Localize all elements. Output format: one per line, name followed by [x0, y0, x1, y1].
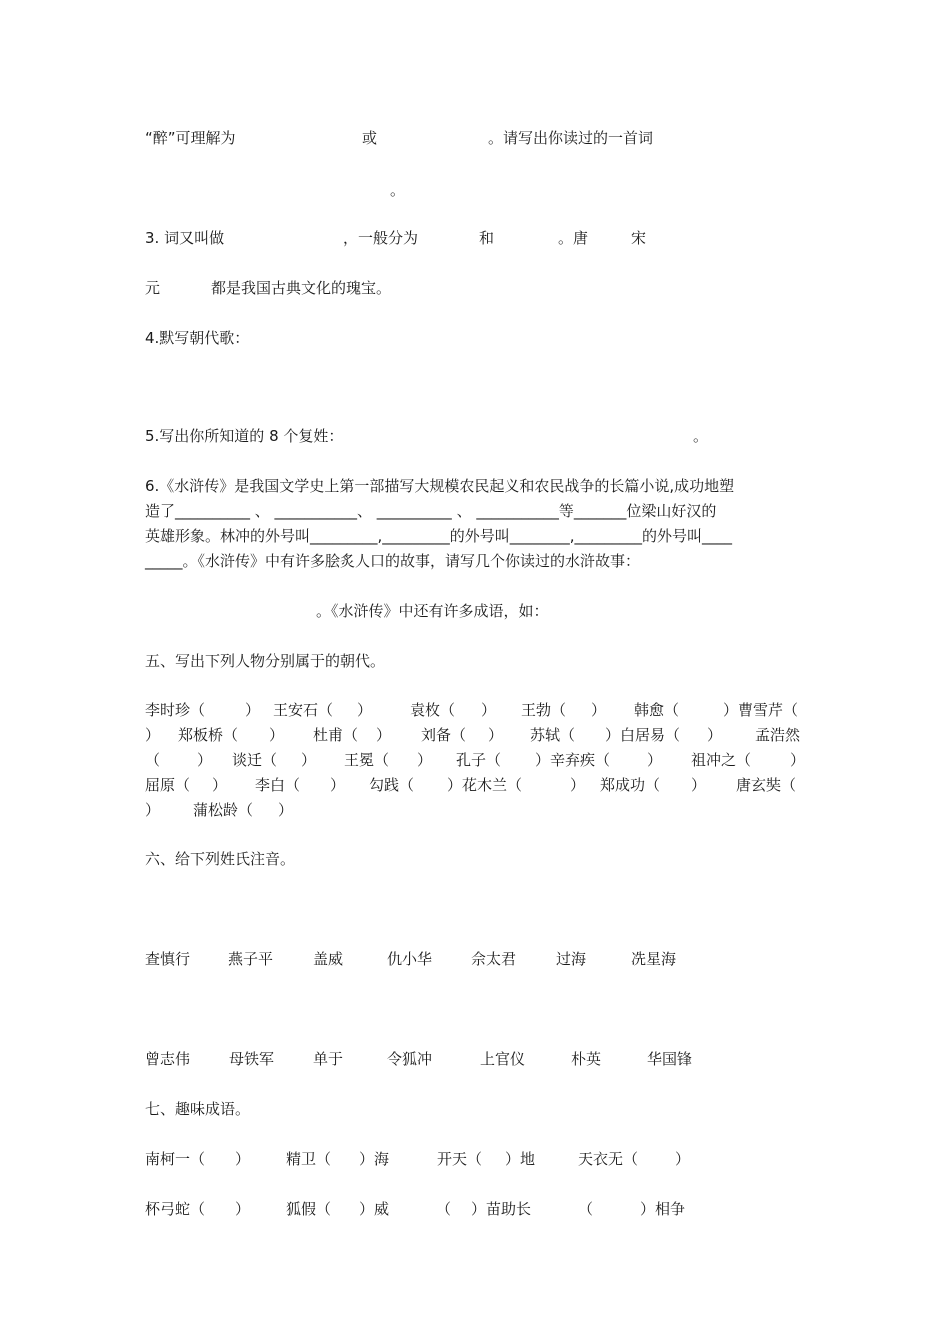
dynasty-item: 孔子（ [456, 751, 502, 769]
q2-text-a: “醉”可理解为 [145, 129, 236, 147]
surname-item: 查慎行 [145, 950, 191, 968]
dynasty-item: ） [591, 701, 607, 719]
idiom-item: ） [235, 1200, 251, 1218]
idiom-item: 精卫（ [286, 1150, 332, 1168]
section-6-heading: 六、给下列姓氏注音。 [145, 850, 296, 868]
surname-item: 母铁军 [229, 1050, 275, 1068]
dynasty-item: ） [707, 726, 723, 744]
idiom-item: ）苗助长 [471, 1200, 532, 1218]
idiom-item: ） [675, 1150, 691, 1168]
dynasty-item: （ [145, 751, 161, 769]
idiom-item: 杯弓蛇（ [145, 1200, 206, 1218]
dynasty-item: 刘备（ [421, 726, 467, 744]
q2-text-c: 。请写出你读过的一首词 [488, 129, 654, 147]
idiom-item: ）海 [359, 1150, 390, 1168]
surname-item: 盖威 [313, 950, 344, 968]
dynasty-item: ） [212, 776, 228, 794]
dynasty-item: 王安石（ [273, 701, 334, 719]
surname-item: 冼星海 [631, 950, 677, 968]
q4-text: 4.默写朝代歌： [145, 329, 250, 347]
idiom-item: 天衣无（ [578, 1150, 639, 1168]
q3-text-a: 3. 词又叫做 [145, 229, 225, 247]
dynasty-item: 蒲松龄（ [193, 801, 254, 819]
dynasty-item: ） [301, 751, 317, 769]
dynasty-item: ） [197, 751, 213, 769]
q3-text-d: 。唐 [558, 229, 589, 247]
dynasty-item: 王冕（ [344, 751, 390, 769]
surname-item: 佘太君 [471, 950, 517, 968]
surname-item: 过海 [556, 950, 587, 968]
dynasty-item: 李白（ [255, 776, 301, 794]
dynasty-item: ） [790, 751, 806, 769]
dynasty-item: ） [278, 801, 294, 819]
idiom-item: 开天（ [437, 1150, 483, 1168]
idiom-item: ）威 [359, 1200, 390, 1218]
dynasty-item: 谈迁（ [232, 751, 278, 769]
dynasty-item: 苏轼（ [530, 726, 576, 744]
idiom-item: 南柯一（ [145, 1150, 206, 1168]
dynasty-item: 祖冲之（ [691, 751, 752, 769]
dynasty-item: ） [570, 776, 586, 794]
q3-text-b: ，一般分为 [343, 229, 419, 247]
q6-line-2: 造了__________ 、 ___________、 __________ 、 ___________等_______位梁山好汉的 [145, 502, 717, 520]
section-5-heading: 五、写出下列人物分别属于的朝代。 [145, 652, 386, 670]
dynasty-item: ） [691, 776, 707, 794]
q2-text-b: 或 [362, 129, 378, 147]
idiom-item: ）相争 [640, 1200, 686, 1218]
dynasty-item: ） [330, 776, 346, 794]
idiom-item: （ [436, 1200, 452, 1218]
dynasty-item: ） [145, 801, 161, 819]
dynasty-item: 孟浩然 [755, 726, 801, 744]
q3-text-g: 都是我国古典文化的瑰宝。 [211, 279, 392, 297]
surname-item: 曾志伟 [145, 1050, 191, 1068]
q5-text: 5.写出你所知道的 8 个复姓： [145, 427, 344, 445]
q3-text-e: 宋 [631, 229, 647, 247]
idiom-item: 狐假（ [286, 1200, 332, 1218]
surname-item: 仇小华 [387, 950, 433, 968]
q6-line-3: 英雄形象。林冲的外号叫_________,_________的外号叫________,_________的外号叫____ [145, 527, 733, 545]
dynasty-item: ） [245, 701, 261, 719]
section-7-heading: 七、趣味成语。 [145, 1100, 251, 1118]
dynasty-item: ） [357, 701, 373, 719]
q6-line-4: _____。《水浒传》中有许多脍炙人口的故事，请写几个你读过的水浒故事： [145, 552, 641, 570]
surname-item: 单于 [313, 1050, 344, 1068]
dynasty-item: 屈原（ [145, 776, 191, 794]
dynasty-item: ） [376, 726, 392, 744]
dynasty-item: 唐玄奘（ [736, 776, 797, 794]
dynasty-item: ） [269, 726, 285, 744]
q5-end: 。 [693, 427, 709, 445]
dynasty-item: 韩愈（ [634, 701, 680, 719]
dynasty-item: 郑成功（ [600, 776, 661, 794]
dynasty-item: 勾践（ [369, 776, 415, 794]
dynasty-item: 袁枚（ [410, 701, 456, 719]
surname-item: 上官仪 [480, 1050, 526, 1068]
q6-line-1: 6.《水浒传》是我国文学史上第一部描写大规模农民起义和农民战争的长篇小说,成功地塑 [145, 477, 735, 495]
surname-item: 朴英 [571, 1050, 602, 1068]
q3-text-c: 和 [479, 229, 495, 247]
dynasty-item: 王勃（ [521, 701, 567, 719]
surname-item: 令狐冲 [387, 1050, 433, 1068]
dynasty-item: ） [145, 726, 161, 744]
dynasty-item: ）曹雪芹（ [723, 701, 799, 719]
idiom-item: （ [578, 1200, 594, 1218]
dynasty-item: 杜甫（ [313, 726, 359, 744]
idiom-item: ）地 [505, 1150, 536, 1168]
dynasty-item: ）白居易（ [605, 726, 681, 744]
q3-text-f: 元 [145, 279, 161, 297]
dynasty-item: 郑板桥（ [178, 726, 239, 744]
idiom-item: ） [235, 1150, 251, 1168]
dynasty-item: 李时珍（ [145, 701, 206, 719]
dynasty-item: ）辛弃疾（ [535, 751, 611, 769]
dynasty-item: ）花木兰（ [447, 776, 523, 794]
dynasty-item: ） [647, 751, 663, 769]
q6-line-5: 。《水浒传》中还有许多成语，如： [316, 602, 549, 620]
dynasty-item: ） [488, 726, 504, 744]
surname-item: 华国锋 [647, 1050, 693, 1068]
dynasty-item: ） [417, 751, 433, 769]
surname-item: 燕子平 [228, 950, 274, 968]
q2-text-d: 。 [390, 181, 406, 199]
dynasty-item: ） [481, 701, 497, 719]
